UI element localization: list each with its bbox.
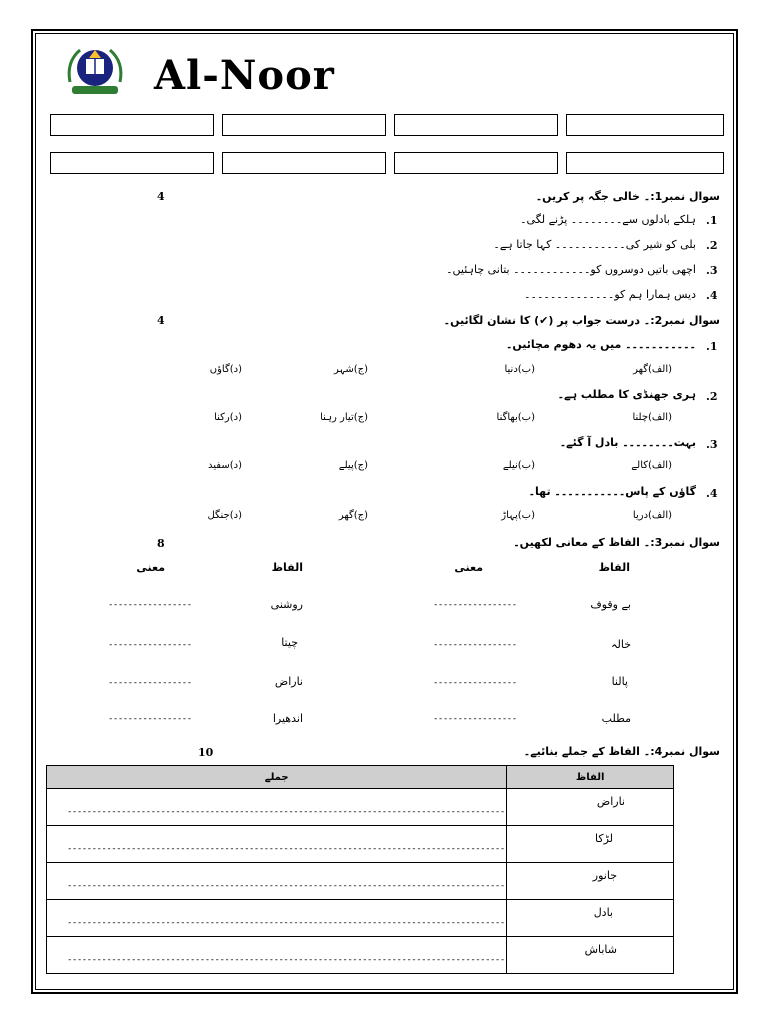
q2-item-3-text: بہت۔۔۔۔۔۔۔۔ بادل آ گئے۔ <box>559 436 696 449</box>
q3-left-word-4: اندھیرا <box>272 712 303 725</box>
q1-marks: 4 <box>157 190 165 203</box>
info-field-5[interactable] <box>50 152 214 174</box>
q2-item-2-option-c[interactable]: (ج)تیار رہنا <box>320 412 368 423</box>
q1-item-4-text: دیس ہمارا ہم کو۔۔۔۔۔۔۔۔۔۔۔۔۔۔ <box>524 288 696 301</box>
word-cell-2 <box>507 826 674 863</box>
q3-left-word-3: ناراض <box>274 675 303 688</box>
sentence-table-header-row <box>47 766 674 789</box>
info-field-4[interactable] <box>566 114 724 136</box>
q2-item-2-number: .2 <box>706 390 718 403</box>
info-field-2[interactable] <box>222 114 386 136</box>
info-field-6[interactable] <box>222 152 386 174</box>
sentence-word-5: شاباش <box>584 943 617 956</box>
q2-item-1-option-c[interactable]: (ج)شہر <box>333 364 368 375</box>
sentence-blank-2[interactable]: ----------------------------------------------------------------------------------------- <box>67 844 505 854</box>
q3-left-col-words-header: الفاظ <box>271 561 303 574</box>
q2-item-2-option-b[interactable]: (ب)بھاگنا <box>496 412 535 423</box>
table-row <box>47 789 674 826</box>
info-field-3[interactable] <box>394 114 558 136</box>
q4-marks: 10 <box>198 746 214 759</box>
q3-heading: سوال نمبر3:۔ الفاظ کے معانی لکھیں۔ <box>513 536 720 549</box>
school-logo <box>62 42 128 98</box>
sentence-word-2: لڑکا <box>594 832 613 845</box>
q3-left-blank-3[interactable]: ----------------- <box>108 678 192 688</box>
sentence-blank-1[interactable]: ----------------------------------------------------------------------------------------- <box>67 807 505 817</box>
sentence-blank-3[interactable]: ----------------------------------------------------------------------------------------- <box>67 881 505 891</box>
q1-item-3-number: .3 <box>706 264 718 277</box>
q2-item-3-option-d[interactable]: (د)سفید <box>208 460 242 471</box>
school-logo-icon <box>62 42 128 98</box>
q2-item-1-option-b[interactable]: (ب)دنیا <box>504 364 535 375</box>
q1-heading: سوال نمبر1:۔ خالی جگہ پر کریں۔ <box>535 190 720 203</box>
words-col-header: الفاظ <box>507 766 674 789</box>
sentence-cell-2[interactable] <box>47 826 507 863</box>
q2-item-1-option-a[interactable]: (الف)گھر <box>633 364 672 375</box>
q1-item-2-text: بلی کو شیر کی۔۔۔۔۔۔۔۔۔۔۔ کہا جاتا ہے۔ <box>493 238 696 251</box>
q3-right-word-4: مطلب <box>601 712 631 725</box>
q2-marks: 4 <box>157 314 165 327</box>
sentence-cell-5[interactable] <box>47 937 507 974</box>
table-row <box>47 826 674 863</box>
table-row <box>47 863 674 900</box>
q2-item-1-number: .1 <box>706 340 718 353</box>
q2-item-3-option-c[interactable]: (ج)پیلے <box>338 460 368 471</box>
q3-right-word-3: پالنا <box>611 675 628 688</box>
q2-item-4-option-d[interactable]: (د)جنگل <box>207 510 242 521</box>
sentence-col-header: جملے <box>47 766 507 789</box>
q2-item-4-text: گاؤں کے پاس۔۔۔۔۔۔۔۔۔۔۔ تھا۔ <box>528 485 696 498</box>
sentence-blank-4[interactable]: ----------------------------------------------------------------------------------------- <box>67 918 505 928</box>
q3-right-blank-1[interactable]: ----------------- <box>433 600 517 610</box>
q3-right-col-words-header: الفاظ <box>598 561 630 574</box>
q1-item-1-text: ہلکے بادلوں سے۔۔۔۔۔۔۔۔ پڑنے لگی۔ <box>520 213 696 226</box>
sentence-word-3: جانور <box>592 869 617 882</box>
q2-item-1-text: ۔۔۔۔۔۔۔۔۔۔۔ میں یہ دھوم مچائیں۔ <box>505 338 696 351</box>
q4-heading: سوال نمبر4:۔ الفاظ کے جملے بنائیے۔ <box>523 745 720 758</box>
q2-item-3-option-b[interactable]: (ب)نیلے <box>502 460 535 471</box>
q2-item-2-text: ہری جھنڈی کا مطلب ہے۔ <box>557 388 696 401</box>
q2-item-4-option-c[interactable]: (ج)گھر <box>338 510 368 521</box>
q1-item-4-number: .4 <box>706 289 718 302</box>
page-title: Al-Noor <box>154 52 335 99</box>
word-cell-5 <box>507 937 674 974</box>
q2-item-2-option-d[interactable]: (د)رکنا <box>214 412 242 423</box>
q3-left-col-meaning-header: معنی <box>136 561 165 574</box>
sentence-word-4: بادل <box>593 906 613 919</box>
q3-left-word-2: چیتا <box>281 636 298 649</box>
table-row <box>47 937 674 974</box>
table-row <box>47 900 674 937</box>
word-cell-3 <box>507 863 674 900</box>
sentence-word-1: ناراض <box>596 795 625 808</box>
q2-item-3-option-a[interactable]: (الف)کالے <box>631 460 672 471</box>
q2-item-3-number: .3 <box>706 438 718 451</box>
q3-marks: 8 <box>157 537 165 550</box>
q2-item-4-option-b[interactable]: (ب)پہاڑ <box>501 510 535 521</box>
q3-left-blank-4[interactable]: ----------------- <box>108 714 192 724</box>
q3-left-blank-1[interactable]: ----------------- <box>108 600 192 610</box>
q3-right-blank-4[interactable]: ----------------- <box>433 714 517 724</box>
sentence-blank-5[interactable]: ----------------------------------------------------------------------------------------- <box>67 955 505 965</box>
q2-heading: سوال نمبر2:۔ درست جواب پر (✔) کا نشان لگائیں۔ <box>443 314 720 327</box>
sentence-cell-1[interactable] <box>47 789 507 826</box>
q3-left-blank-2[interactable]: ----------------- <box>108 640 192 650</box>
q3-right-col-meaning-header: معنی <box>454 561 483 574</box>
sentence-cell-3[interactable] <box>47 863 507 900</box>
q1-item-2-number: .2 <box>706 239 718 252</box>
q3-right-blank-3[interactable]: ----------------- <box>433 678 517 688</box>
q2-item-4-number: .4 <box>706 487 718 500</box>
q3-right-word-2: خالہ <box>611 638 631 651</box>
q3-left-word-1: روشنی <box>270 598 303 611</box>
sentence-table <box>46 765 674 974</box>
sentence-cell-4[interactable] <box>47 900 507 937</box>
word-cell-4 <box>507 900 674 937</box>
q1-item-1-number: .1 <box>706 214 718 227</box>
q2-item-2-option-a[interactable]: (الف)چلنا <box>632 412 672 423</box>
info-field-1[interactable] <box>50 114 214 136</box>
info-field-8[interactable] <box>566 152 724 174</box>
q1-item-3-text: اچھی باتیں دوسروں کو۔۔۔۔۔۔۔۔۔۔۔۔ بتانی چاہئیں۔ <box>446 263 696 276</box>
word-cell-1 <box>507 789 674 826</box>
q3-right-word-1: بے وقوف <box>590 598 631 611</box>
q3-right-blank-2[interactable]: ----------------- <box>433 640 517 650</box>
info-field-7[interactable] <box>394 152 558 174</box>
q2-item-4-option-a[interactable]: (الف)دریا <box>632 510 672 521</box>
q2-item-1-option-d[interactable]: (د)گاؤں <box>209 364 242 375</box>
